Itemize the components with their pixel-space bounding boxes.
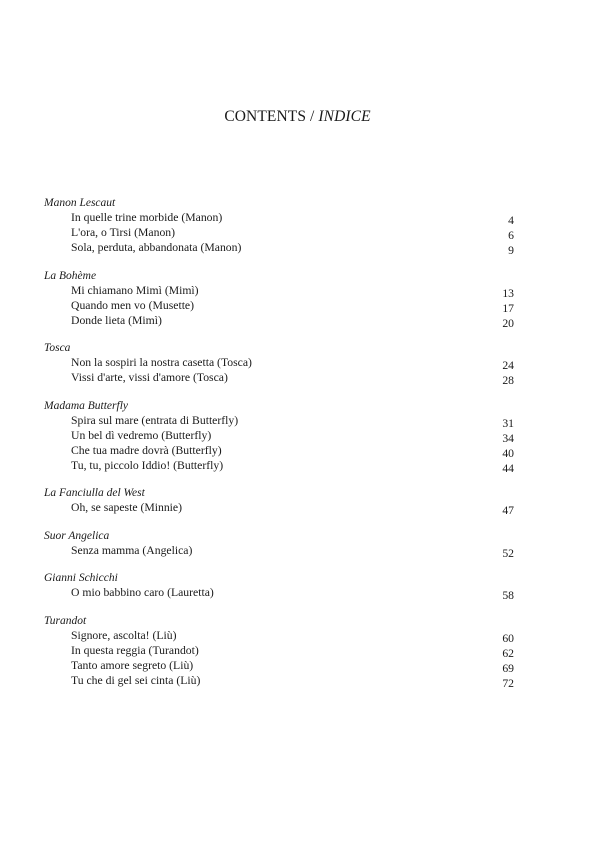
toc-entry	[44, 313, 516, 328]
toc-entry	[44, 443, 516, 458]
toc-entry	[44, 210, 516, 225]
toc-entry-title: Sola, perduta, abbandonata (Manon)	[71, 241, 242, 254]
toc-entry-title: Vissi d'arte, vissi d'amore (Tosca)	[71, 371, 228, 384]
page-title-main: CONTENTS /	[224, 108, 315, 125]
toc-entry-page-number: 4	[508, 214, 514, 227]
opera-title: La Fanciulla del West	[44, 487, 145, 499]
toc-entry	[44, 225, 516, 240]
toc-entry-title: Spira sul mare (entrata di Butterfly)	[71, 413, 239, 427]
toc-entry-title: Donde lieta (Mimì)	[71, 313, 162, 327]
toc-entry-title: Tanto amore segreto (Liù)	[71, 658, 194, 672]
toc-entry-page-number: 31	[502, 416, 514, 430]
toc-entry-title: In questa reggia (Turandot)	[71, 643, 199, 657]
toc-entry-page-number: 6	[508, 229, 514, 242]
toc-entry	[44, 458, 516, 473]
toc-entry-page-number: 47	[502, 504, 514, 517]
toc-entry-title: L'ora, o Tirsi (Manon)	[71, 226, 176, 239]
toc-entry-title: Tu, tu, piccolo Iddio! (Butterfly)	[71, 458, 224, 472]
toc-entry-title: Tu che di gel sei cinta (Liù)	[71, 673, 201, 687]
toc-entry-title: Mi chiamano Mimì (Mimì)	[71, 283, 199, 297]
toc-entry-page-number: 44	[502, 461, 514, 475]
table-of-contents	[44, 196, 516, 701]
opera-section	[44, 269, 516, 328]
toc-entry-page-number: 40	[502, 446, 514, 460]
page-title-italic: INDICE	[318, 108, 371, 125]
toc-entry	[44, 628, 516, 643]
toc-entry-title: Senza mamma (Angelica)	[71, 543, 193, 557]
opera-section	[44, 614, 516, 688]
toc-entry-page-number: 69	[502, 661, 514, 675]
toc-entry-title: Un bel dì vedremo (Butterfly)	[71, 428, 212, 442]
toc-entry-page-number: 17	[502, 301, 514, 315]
toc-entry	[44, 585, 516, 600]
opera-section	[44, 529, 516, 558]
toc-entry	[44, 283, 516, 298]
toc-entry-page-number: 60	[502, 631, 514, 645]
toc-entry	[44, 240, 516, 255]
toc-entry-page-number: 24	[502, 359, 514, 372]
toc-entry-page-number: 20	[502, 316, 514, 330]
toc-entry	[44, 298, 516, 313]
toc-entry-title: Signore, ascolta! (Liù)	[71, 628, 177, 642]
toc-entry	[44, 673, 516, 688]
toc-entry-page-number: 13	[502, 286, 514, 300]
opera-section	[44, 399, 516, 473]
opera-title: Turandot	[44, 614, 87, 627]
toc-entry-page-number: 34	[502, 431, 514, 445]
toc-entry	[44, 370, 516, 385]
toc-entry-page-number: 28	[502, 374, 514, 387]
opera-title: Tosca	[44, 342, 71, 354]
toc-entry-page-number: 72	[502, 676, 514, 690]
toc-entry-title: In quelle trine morbide (Manon)	[71, 211, 223, 224]
toc-entry-page-number: 58	[502, 589, 514, 602]
opera-title: Suor Angelica	[44, 529, 110, 542]
opera-section	[44, 341, 516, 385]
opera-section	[44, 486, 516, 515]
toc-entry-page-number: 9	[508, 244, 514, 257]
toc-entry	[44, 428, 516, 443]
toc-entry-title: O mio babbino caro (Lauretta)	[71, 586, 214, 599]
toc-entry	[44, 355, 516, 370]
toc-entry-title: Che tua madre dovrà (Butterfly)	[71, 443, 222, 457]
toc-entry-page-number: 62	[502, 646, 514, 660]
toc-entry-title: Non la sospiri la nostra casetta (Tosca)	[71, 356, 252, 369]
page-title	[0, 108, 595, 126]
toc-entry-page-number: 52	[502, 546, 514, 560]
opera-section	[44, 571, 516, 600]
opera-section	[44, 196, 516, 255]
opera-title: Manon Lescaut	[44, 197, 116, 209]
toc-entry	[44, 543, 516, 558]
toc-entry	[44, 500, 516, 515]
opera-title: La Bohème	[44, 269, 97, 282]
toc-entry-title: Quando men vo (Musette)	[71, 298, 195, 312]
opera-title: Gianni Schicchi	[44, 572, 118, 584]
toc-entry-title: Oh, se sapeste (Minnie)	[71, 501, 183, 514]
toc-entry	[44, 658, 516, 673]
opera-title: Madama Butterfly	[44, 399, 128, 412]
toc-entry	[44, 643, 516, 658]
toc-entry	[44, 413, 516, 428]
